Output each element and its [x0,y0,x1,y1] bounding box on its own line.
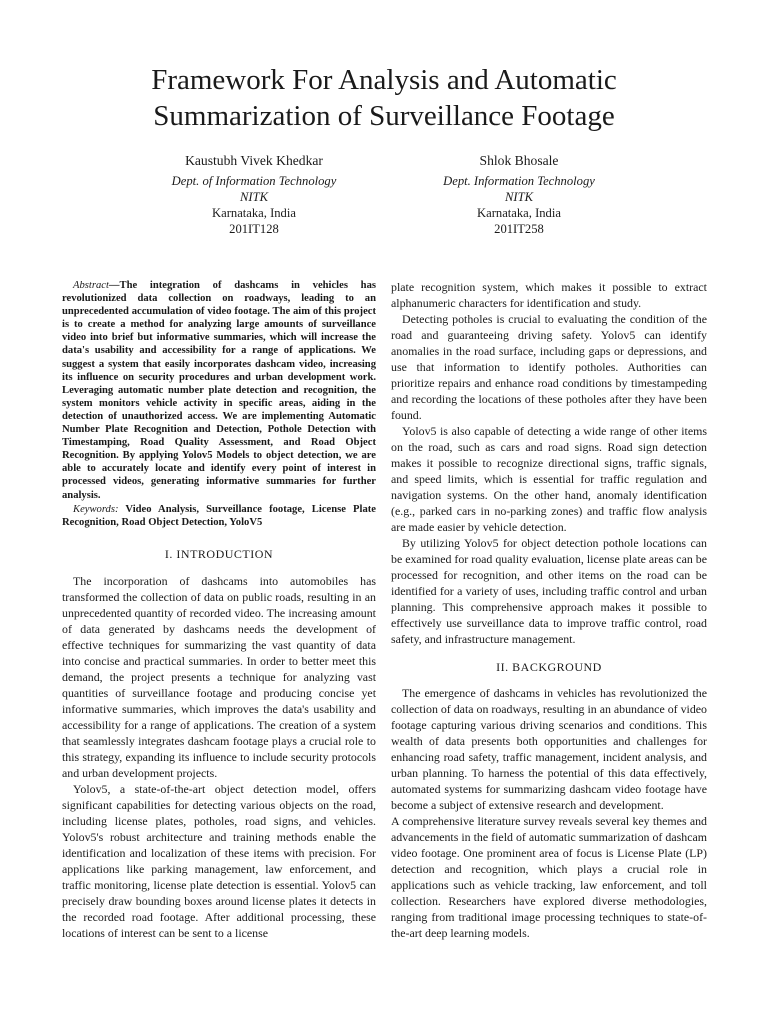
left-column [62,279,376,941]
author-block-1 [124,153,384,237]
author-location: Karnataka, India [212,206,296,220]
abstract-label: Abstract [73,280,109,291]
intro-paragraph-1: The incorporation of dashcams into automobiles has transformed the collection of data on public roads, resulting in an unprecedented quantity of recorded video. The increasing amount of data generated by dashcams needs the development of effective techniques for summarizing the vast quantity of data into concise and practical summaries. In order to better meet this demand, the project presents a technique for analyzing vast quantities of surveillance footage and producing concise yet informative summaries, which improves the data's usability and accessibility for a range of applications. The creation of a system that seamlessly integrates dashcam footage plays a crucial role to this strategy, expanding its influence to include security protocols and urban development projects. [62,573,376,780]
author-dept: Dept. of Information Technology [171,174,337,188]
intro-paragraph-5: By utilizing Yolov5 for object detection pothole locations can be examined for road quality evaluation, license plate areas can be processed for recognition, and other items on the road can be identified for a variety of uses, including traffic control and urban planning. This comprehensive approach makes it possible to effectively use surveillance data to improve traffic control, road safety, and infrastructure management. [391,536,707,646]
right-column [391,279,707,941]
author-id: 201IT258 [494,222,544,236]
intro-paragraph-4: Yolov5 is also capable of detecting a wide range of other items on the road, such as cars and road signs. Road sign detection makes it possible to recognize directional signs, traffic signals, and speed limits, which is essential for traffic regulation and navigation systems. On the other hand, anomaly identification (e.g., parked cars in no-parking zones) and traffic flow analysis are made easier by vehicle detection. [391,424,707,534]
author-name: Kaustubh Vivek Khedkar [185,153,323,168]
title-line-1: Framework For Analysis and Automatic [151,64,617,96]
background-paragraph-2: A comprehensive literature survey reveals several key themes and advancements in the field of automatic summarization of dashcam video footage. One prominent area of focus is License Plate (LP) detection and recognition, which plays a crucial role in applications such as vehicle tracking, law enforcement, and toll collection. Researchers have explored diverse methodologies, ranging from traditional image processing techniques to state-of-the-art deep learning models. [391,814,707,940]
abstract-text: —The integration of dashcams in vehicles has revolutionized data collection on roadways, leading to an unprecedented accumulation of video footage. The aim of this project is to create a method for analyzing large amounts of surveillance video into brief but informative summaries, which will increase the data's usability and accessibility for a range of applications. We suggest a system that easily incorporates dashcam video, increasing its influence on security procedures and urban development work. Leveraging automatic number plate detection and recognition, the system monitors vehicle activity in specific areas, aiding in the detection of unauthorized access. We are implementing Automatic Number Plate Recognition and Detection, Pothole Detection with Timestamping, Road Quality Assessment, and Road Object Recognition. By applying Yolov5 Models to object detection, we are able to accurately locate and identify every point of interest in processed videos, generating informative summaries for further analysis. [62,280,376,501]
section-heading-introduction: I. INTRODUCTION [164,546,274,561]
intro-paragraph-2: Yolov5, a state-of-the-art object detection model, offers significant capabilities for detecting various objects on the road, including license plates, potholes, road signs, and vehicles. Yolov5's robust architecture and training methods enable the identification and localization of these items with precision. For applications like parking management, law enforcement, and traffic monitoring, license plate detection is essential. Yolov5 can precisely draw bounding boxes around license plates it detects in the recorded road footage. After additional processing, these locations of interest can be sent to a license [62,781,376,940]
section-heading-background: II. BACKGROUND [496,660,602,674]
keywords [62,503,376,529]
intro-paragraph-2-continued: plate recognition system, which makes it possible to extract alphanumeric characters for identification and study. [391,280,707,310]
keywords-label: Keywords: [73,503,119,515]
author-name: Shlok Bhosale [479,153,559,168]
title-line-2: Summarization of Surveillance Footage [153,100,615,132]
intro-paragraph-3: Detecting potholes is crucial to evaluating the condition of the road and guaranteeing driving safety. Yolov5 can identify anomalies in the road surface, including gaps or depressions, and use that information to identify potholes. Authorities can prioritize repairs and enhance road conditions by timestampeding and recording the locations of these potholes after they have been found. [391,312,707,422]
author-id: 201IT128 [229,222,279,236]
paper-title [60,62,708,134]
author-block-2 [389,153,649,237]
keywords-text: Video Analysis, Surveillance footage, License Plate Recognition, Road Object Detection, YoloV5 [62,503,376,528]
abstract [62,279,376,502]
author-org: NITK [505,190,533,204]
background-paragraph-1: The emergence of dashcams in vehicles has revolutionized the collection of data on roadways, resulting in an abundance of video footage capturing various driving scenarios and conditions. This wealth of data presents both opportunities and challenges for enhancing road safety, traffic management, incident analysis, and urban planning. To harness the potential of this data effectively, automated systems for summarizing dashcam video footage have become a subject of extensive research and development. [391,686,707,812]
author-dept: Dept. Information Technology [443,174,595,188]
author-location: Karnataka, India [477,206,561,220]
author-org: NITK [240,190,268,204]
